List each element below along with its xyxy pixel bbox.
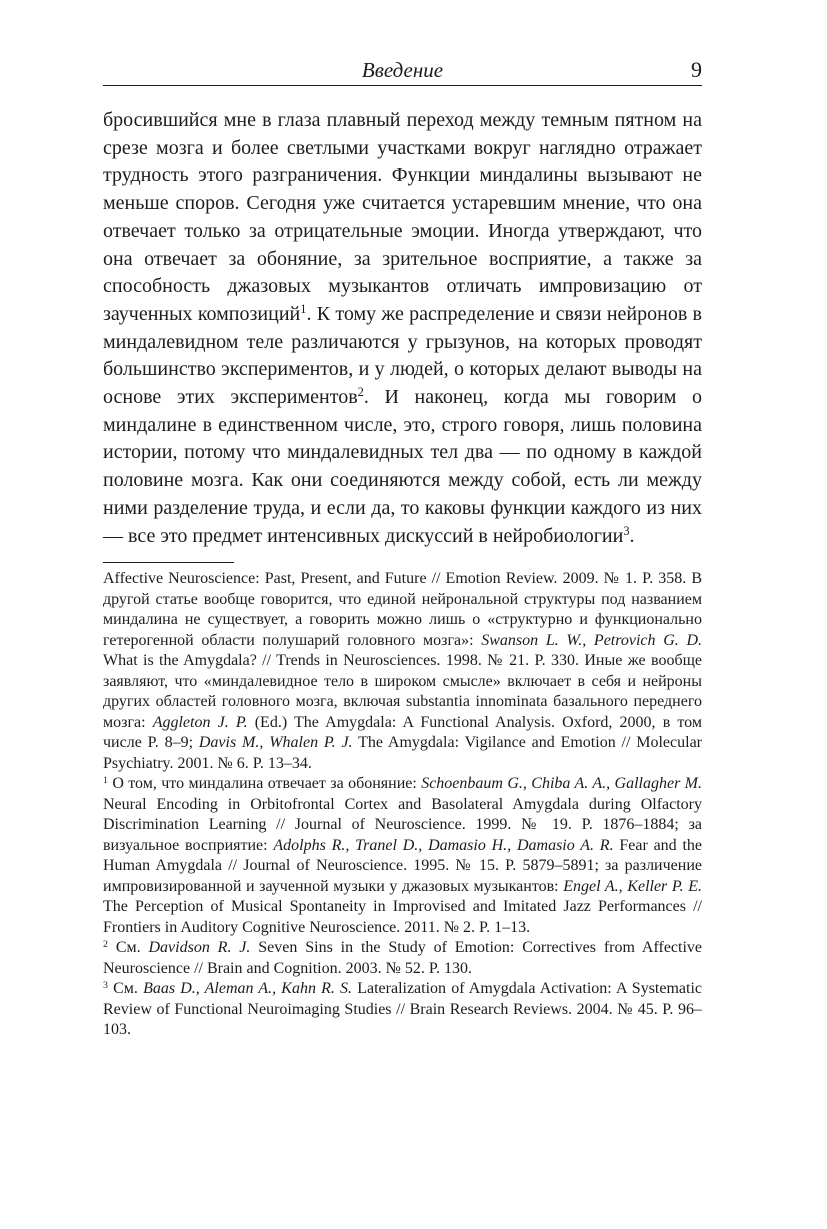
footnote-1: $^1$ О том, что миндалина отвечает за обоняние: Schoenbaum G., Chiba A. A., Gallagher M. Neural Encoding in Orbitofrontal Cortex and Basolateral Amygdala during Olfactory Discrimination Learning // Journal of Neuroscience. 1999. № 19. P. 1876–1884; за визуальное восприятие: Adolphs R., Tranel D., Damasio H., Damasio A. R. Fear and the Human Amygdala // Journal of Neuroscience. 1995. № 15. P. 5879–5891; за различение импровизированной и заученной музыки у джазовых музыкантов: Engel A., Keller P. E. The Perception of Musical Spontaneity in Improvised and Imitated Jazz Performances // Frontiers in Auditory Cognitive Neuroscience. 2011. № 2. P. 1–13. (103, 774, 703, 936)
header-rule (103, 85, 702, 86)
main-text-paragraph: бросившийся мне в глаза плавный переход между темным пятном на срезе мозга и более светлыми участками вокруг наглядно отражает трудность этого разграничения. Функции миндалины вызывают не меньше споров. Сегодня уже считается устаревшим мнение, что она отвечает только за отрицательные эмоции. Иногда утверждают, что она отвечает за обоняние, за зрительное восприятие, а также за способность джазовых музыкантов отличать импровизацию от заученных композиций$^1$. К тому же распределение и связи нейронов в миндалевидном теле различаются у грызунов, на которых проводят большинство экспериментов, и у людей, о которых делают выводы на основе этих экспериментов$^2$. И наконец, когда мы говорим о миндалине в единственном числе, это, строго говоря, лишь половина истории, потому что миндалевидных тел два — по одному в каждой половине мозга. Как они соединяются между собой, есть ли между ними разделение труда, и если да, то каковы функции каждого из них — все это предмет интенсивных дискуссий в нейробиологии$^3$. (103, 109, 702, 547)
footnote-continuation: Affective Neuroscience: Past, Present, and Future // Emotion Review. 2009. № 1. P. 358. В другой статье вообще говорится, что единой нейрональной структуры под названием миндалина не существует, а говорить можно лишь о «структурно и функционально гетерогенной области полушарий головного мозга»: Swanson L. W., Petrovich G. D. What is the Amygdala? // Trends in Neurosciences. 1998. № 21. P. 330. Иные же вообще заявляют, что «миндалевидное тело в широком смысле» включает в себя и нейроны других областей головного мозга, включая substantia innominata базального переднего мозга: Aggleton J. P. (Ed.) The Amygdala: A Functional Analysis. Oxford, 2000, в том числе P. 8–9; Davis M., Whalen P. J. The Amygdala: Vigilance and Emotion // Molecular Psychiatry. 2001. № 6. P. 13–34. (103, 570, 703, 772)
footnote-3: $^3$ См. Baas D., Aleman A., Kahn R. S. Lateralization of Amygdala Activation: A Systematic Review of Functional Neuroimaging Studies // Brain Research Reviews. 2004. № 45. P. 96–103. (103, 979, 703, 1039)
footnote-2: $^2$ См. Davidson R. J. Seven Sins in the Study of Emotion: Correctives from Affective Neuroscience // Brain and Cognition. 2003. № 52. P. 130. (103, 938, 703, 977)
page-number: 9 (691, 57, 702, 82)
running-header (103, 58, 702, 82)
chapter-title: Введение (361, 58, 444, 82)
footnotes-section (103, 569, 702, 1041)
footnote-separator-rule (103, 562, 234, 563)
